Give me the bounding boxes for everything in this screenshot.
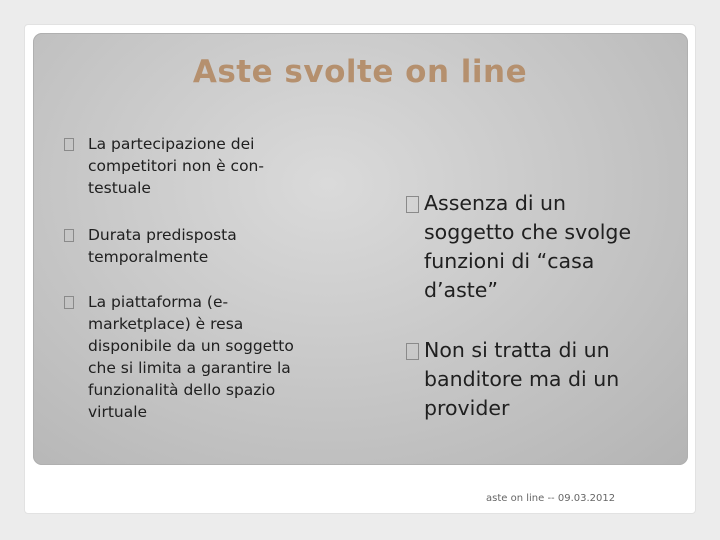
bullet-box-icon [406, 196, 419, 213]
right-bullet-2 [424, 336, 674, 423]
right-bullet-1 [424, 189, 674, 305]
bullet-line: banditore ma di un [424, 367, 620, 391]
bullet-line: Non si tratta di un [424, 338, 610, 362]
bullet-line: funzionalità dello spazio [88, 381, 276, 399]
bullet-line: Assenza di un [424, 191, 567, 215]
bullet-box-icon [406, 343, 419, 360]
bullet-line: virtuale [88, 403, 148, 421]
left-bullet-1 [88, 133, 343, 199]
bullet-box-icon [64, 229, 74, 242]
bullet-line: che si limita a garantire la [88, 359, 291, 377]
bullet-line: testuale [88, 179, 151, 197]
bullet-line: disponibile da un soggetto [88, 337, 294, 355]
bullet-line: d’aste” [424, 278, 499, 302]
bullet-line: competitori non è con- [88, 157, 264, 175]
bullet-line: provider [424, 396, 510, 420]
bullet-line: Durata predisposta [88, 226, 237, 244]
bullet-line: La partecipazione dei [88, 135, 255, 153]
slide-title: Aste svolte on line [192, 54, 528, 90]
bullet-box-icon [64, 296, 74, 309]
slide-footer: aste on line -- 09.03.2012 [486, 493, 616, 504]
bullet-line: La piattaforma (e- [88, 293, 229, 311]
left-bullet-2 [88, 224, 343, 268]
bullet-line: marketplace) è resa [88, 315, 244, 333]
bullet-line: funzioni di “casa [424, 249, 595, 273]
bullet-line: soggetto che svolge [424, 220, 632, 244]
bullet-box-icon [64, 138, 74, 151]
bullet-line: temporalmente [88, 248, 209, 266]
left-bullet-3 [88, 291, 343, 423]
